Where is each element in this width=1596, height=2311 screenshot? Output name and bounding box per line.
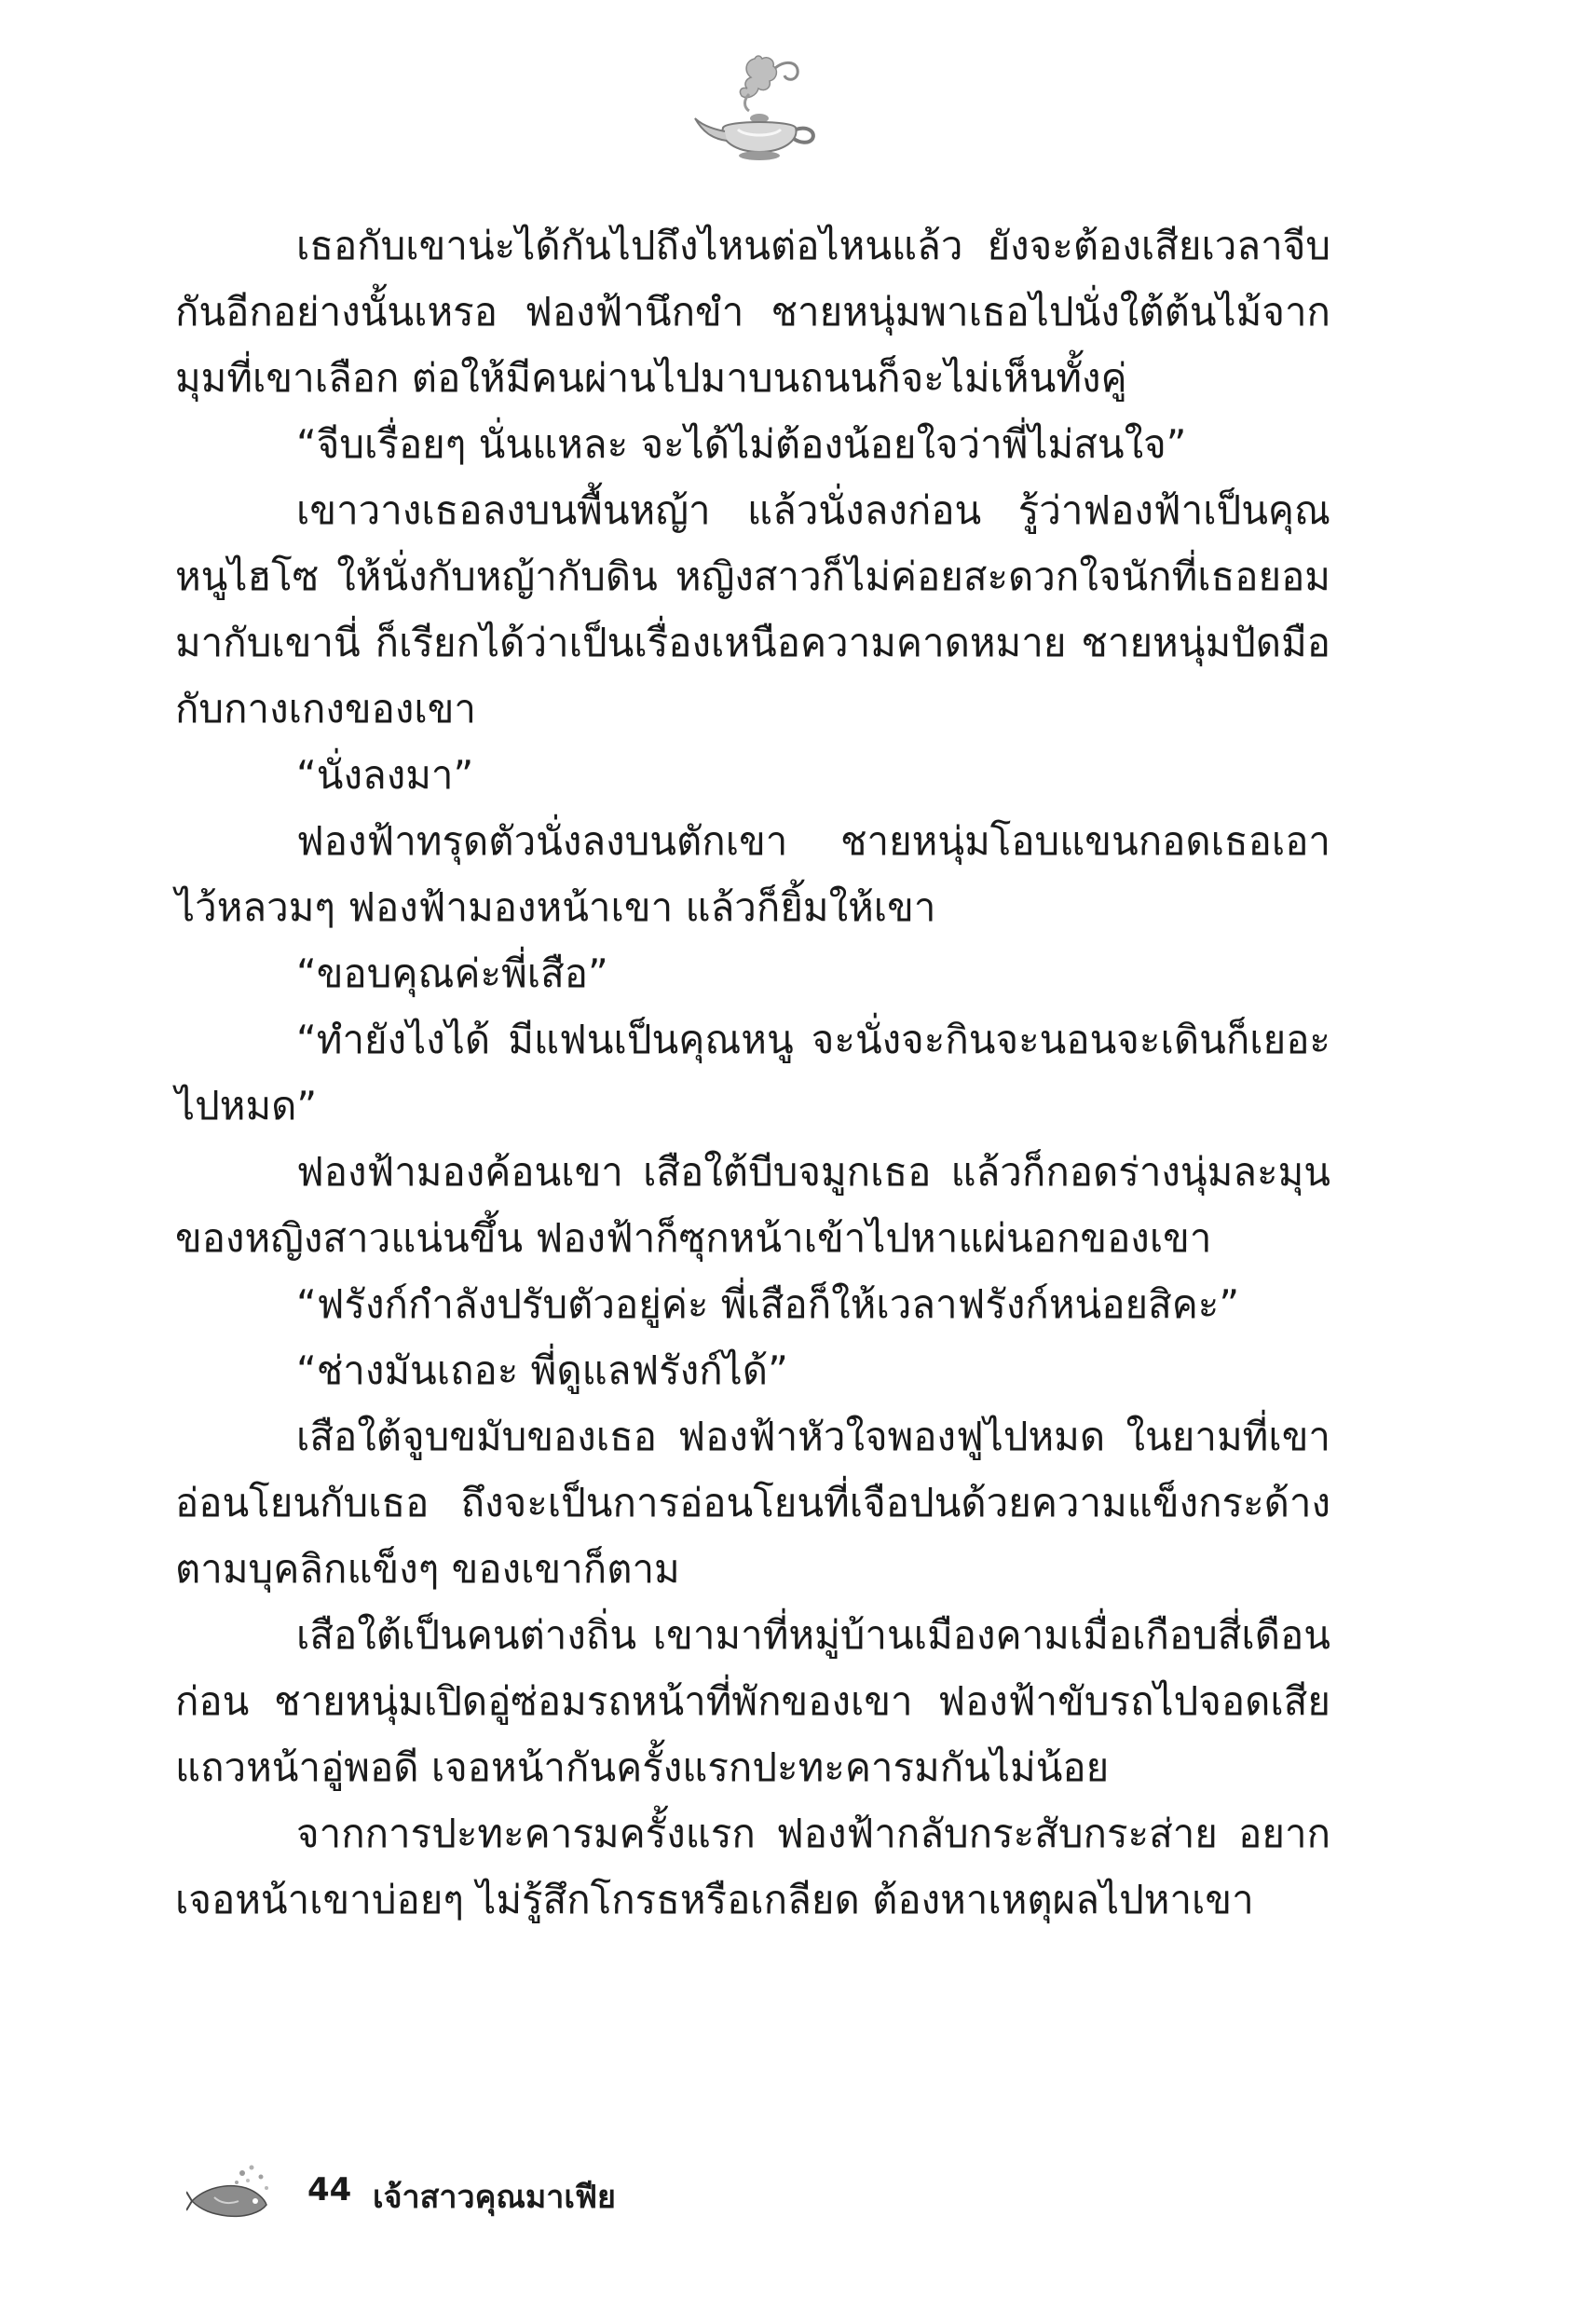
paragraph: เสือใต้เป็นคนต่างถิ่น เขามาที่หมู่บ้านเมืองคามเมื่อเกือบสี่เดือนก่อน ชายหนุ่มเปิดอู่ซ่อมรถหน้าที่พักของเขา ฟองฟ้าขับรถไปจอดเสียแถวหน้าอู่พอดี เจอหน้ากันครั้งแรกปะทะคารมกันไม่น้อย <box>175 1612 1330 1790</box>
paragraph: “นั่งลงมา” <box>296 752 474 798</box>
fish-ornament-icon <box>186 2160 275 2225</box>
paragraph: ฟองฟ้ามองค้อนเขา เสือใต้บีบจมูกเธอ แล้วก็กอดร่างนุ่มละมุนของหญิงสาวแน่นขึ้น ฟองฟ้าก็ซุกหน้าเข้าไปหาแผ่นอกของเขา <box>175 1149 1330 1261</box>
paragraph: “ช่างมันเถอะ พี่ดูแลฟรังก์ได้” <box>296 1347 788 1393</box>
page-footer <box>186 2160 1304 2225</box>
paragraph: “ฟรังก์กำลังปรับตัวอยู่ค่ะ พี่เสือก็ให้เวลาฟรังก์หน่อยสิคะ” <box>296 1281 1240 1327</box>
paragraph: เขาวางเธอลงบนพื้นหญ้า แล้วนั่งลงก่อน รู้ว่าฟองฟ้าเป็นคุณหนูไฮโซ ให้นั่งกับหญ้ากับดิน หญิงสาวก็ไม่ค่อยสะดวกใจนักที่เธอยอมมากับเขานี่ ก็เรียกได้ว่าเป็นเรื่องเหนือความคาดหมาย ชายหนุ่มปัดมือกับกางเกงของเขา <box>175 487 1330 732</box>
paragraph: จากการปะทะคารมครั้งแรก ฟองฟ้ากลับกระสับกระส่าย อยากเจอหน้าเขาบ่อยๆ ไม่รู้สึกโกรธหรือเกลียด ต้องหาเหตุผลไปหาเขา <box>175 1811 1330 1922</box>
paragraph: เสือใต้จูบขมับของเธอ ฟองฟ้าหัวใจพองฟูไปหมด ในยามที่เขาอ่อนโยนกับเธอ ถึงจะเป็นการอ่อนโยนที่เจือปนด้วยความแข็งกระด้างตามบุคลิกแข็งๆ ของเขาก็ตาม <box>175 1414 1330 1592</box>
page-number: 44 <box>307 2171 352 2208</box>
paragraph: เธอกับเขาน่ะได้กันไปถึงไหนต่อไหนแล้ว ยังจะต้องเสียเวลาจีบกันอีกอย่างนั้นเหรอ ฟองฟ้านึกขำ ชายหนุ่มพาเธอไปนั่งใต้ต้นไม้จากมุมที่เขาเลือก ต่อให้มีคนผ่านไปมาบนถนนก็จะไม่เห็นทั้งคู่ <box>175 223 1330 401</box>
genie-lamp-icon <box>689 51 829 168</box>
body-text <box>175 212 1330 1933</box>
paragraph: “ขอบคุณค่ะพี่เสือ” <box>296 950 608 996</box>
paragraph: “ทำยังไงได้ มีแฟนเป็นคุณหนู จะนั่งจะกินจะนอนจะเดินก็เยอะไปหมด” <box>175 1017 1330 1128</box>
book-title: เจ้าสาวคุณมาเฟีย <box>373 2179 616 2216</box>
paragraph: “จีบเรื่อยๆ นั่นแหละ จะได้ไม่ต้องน้อยใจว่าพี่ไม่สนใจ” <box>296 421 1187 467</box>
paragraph: ฟองฟ้าทรุดตัวนั่งลงบนตักเขา ชายหนุ่มโอบแขนกอดเธอเอาไว้หลวมๆ ฟองฟ้ามองหน้าเขา แล้วก็ยิ้มให้เขา <box>175 818 1330 930</box>
